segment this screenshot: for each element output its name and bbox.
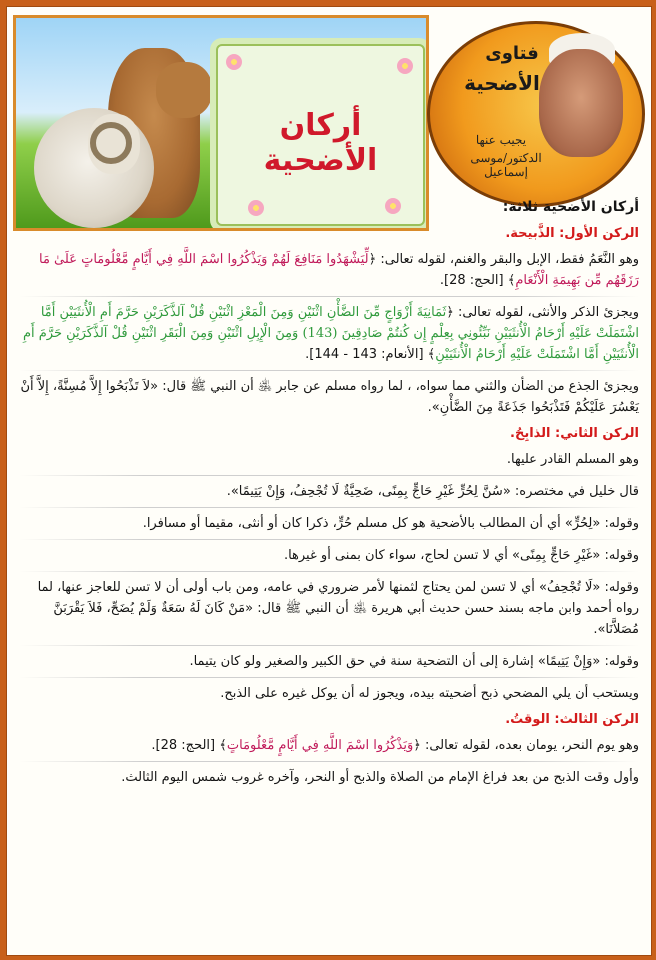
divider <box>19 539 639 540</box>
section-heading-rukn2: الركن الثاني: الذابِحُ. <box>510 426 639 441</box>
verse-reference: ﴾ [الأنعام: 143 - 144]. <box>305 347 436 362</box>
paragraph <box>19 735 639 756</box>
paragraph: وقوله: «لِحُرٍّ» أي أن المطالب بالأضحية هو كل مسلم حُرٍّ، ذكرا كان أو أنثى، مقيما أو مسافرا. <box>142 516 639 531</box>
quran-verse: ثَمَانِيَةَ أَزْوَاجٍ مِّنَ الضَّأْنِ اثْنَيْنِ وَمِنَ الْمَعْزِ اثْنَيْنِ قُلْ آلذَّكَرَيْنِ حَرَّمَ أَمِ الْأُنثَيَيْنِ أَمَّا اشْتَمَلَتْ عَلَيْهِ أَرْحَامُ الْأُنثَيَيْنِ نَبِّئُونِي بِعِلْمٍ إِن كُنتُمْ صَادِقِينَ (143) وَمِنَ الْإِبِلِ اثْنَيْنِ وَمِنَ الْبَقَرِ اثْنَيْنِ قُلْ آلذَّكَرَيْنِ حَرَّمَ أَمِ الْأُنثَيَيْنِ أَمَّا اشْتَمَلَتْ عَلَيْهِ أَرْحَامُ الْأُنثَيَيْنِ <box>22 305 639 362</box>
paragraph: وقوله: «غَيْرِ حَاجٍّ بِمِنًى» أي لا تسن لحاج، سواء كان بمنى أو غيرها. <box>283 548 639 563</box>
logo-author: الدكتور/موسى إسماعيل <box>470 151 542 179</box>
paragraph-text: وهو النَّعَمُ فقط، الإبل والبقر والغنم، لقوله تعالى: ﴿ <box>368 252 639 267</box>
paragraph: وقوله: «لَا تُجْحِفُ» أي لا تسن لمن يحتاج لثمنها لأمر ضروري في عامه، ومن باب أولى أن لا تسن للعاجز عنها، لما رواه أحمد وابن ماجه بسند حسن حديث أبي هريرة ﵁ أن النبي ﷺ قال: «مَنْ كَانَ لَهُ سَعَةٌ وَلَمْ يُضَحِّ، فَلاَ يَقْرَبَنَّ مُصَلاَّنَا». <box>37 580 639 637</box>
divider <box>19 475 639 476</box>
paragraph-text: وهو يوم النحر، يومان بعده، لقوله تعالى: ﴿ <box>413 738 639 753</box>
verse-reference: ﴾ [الحج: 28]. <box>439 273 516 288</box>
flower-decoration <box>397 58 413 74</box>
divider <box>19 571 639 572</box>
quran-verse: لِّيَشْهَدُوا مَنَافِعَ لَهُمْ وَيَذْكُرُوا اسْمَ اللَّهِ فِي أَيَّامٍ مَّعْلُومَاتٍ عَلَىٰ مَا رَزَقَهُم مِّن بَهِيمَةِ الْأَنْعَامِ <box>39 252 639 288</box>
logo-title-line2: الأضحية <box>464 71 540 95</box>
paragraph: وقوله: «وَإِنْ يَتِيمًا» إشارة إلى أن التضحية سنة في حق الكبير والصغير ولو كان يتيما. <box>189 654 639 669</box>
section-heading-rukn1: الركن الأول: الذَّبيحة. <box>505 226 639 241</box>
paragraph <box>19 249 639 291</box>
quran-verse: وَيَذْكُرُوا اسْمَ اللَّهِ فِي أَيَّامٍ مَّعْلُومَاتٍ <box>226 738 414 753</box>
verse-reference: ﴾ [الحج: 28]. <box>151 738 227 753</box>
divider <box>19 645 639 646</box>
paragraph: وهو المسلم القادر عليها. <box>506 452 639 467</box>
cow-head-illustration <box>156 62 212 118</box>
paragraph <box>19 302 639 365</box>
paragraph-text: ويجزئ الذكر والأنثى، لقوله تعالى: ﴿ <box>446 305 639 320</box>
paragraph-text: ». <box>427 400 440 415</box>
paragraph <box>19 376 639 418</box>
divider <box>19 296 639 297</box>
divider <box>19 370 639 371</box>
flower-decoration <box>226 54 242 70</box>
document-page <box>6 6 652 956</box>
divider <box>19 677 639 678</box>
banner-title: أركان الأضحية <box>263 108 378 178</box>
ram-horn-illustration <box>90 122 132 164</box>
paragraph-text: ويجزئ الجذع من الضأن والثني مما سواه، ، لما رواه مسلم عن جابر ﵁ أن النبي ﷺ قال: « <box>150 379 639 394</box>
article-body <box>19 197 639 793</box>
logo-subtitle: يجيب عنها <box>475 133 527 147</box>
divider <box>19 761 639 762</box>
scholar-portrait <box>539 49 623 157</box>
paragraph: قال خليل في مختصره: «سُنَّ لِحُرٍّ غَيْرِ حَاجٍّ بِمِنًى، ضَحِيَّةٌ لَا تُجْحِفُ، وَإِنْ يَتِيمًا». <box>226 484 639 499</box>
intro-line: أركان الأضحية ثلاثة: <box>502 199 639 215</box>
logo-title-line1: فتاوى <box>485 43 539 64</box>
hadith-text: لاَ تَذْبَحُوا إِلاَّ مُسِنَّةً، إِلاَّ أَنْ يَعْسُرَ عَلَيْكُمْ فَتَذْبَحُوا جَذَعَةً مِنَ الضَّأْنِ <box>20 379 639 415</box>
divider <box>19 507 639 508</box>
paragraph: وأول وقت الذبح من بعد فراغ الإمام من الصلاة والذبح أو النحر، وآخره غروب شمس اليوم الثالث. <box>121 770 639 785</box>
fatwa-logo <box>427 15 647 201</box>
section-heading-rukn3: الركن الثالث: الوقتُ. <box>505 712 639 727</box>
paragraph: ويستحب أن يلي المضحي ذبح أضحيته بيده، ويجوز له أن يوكل غيره على الذبح. <box>220 686 639 701</box>
